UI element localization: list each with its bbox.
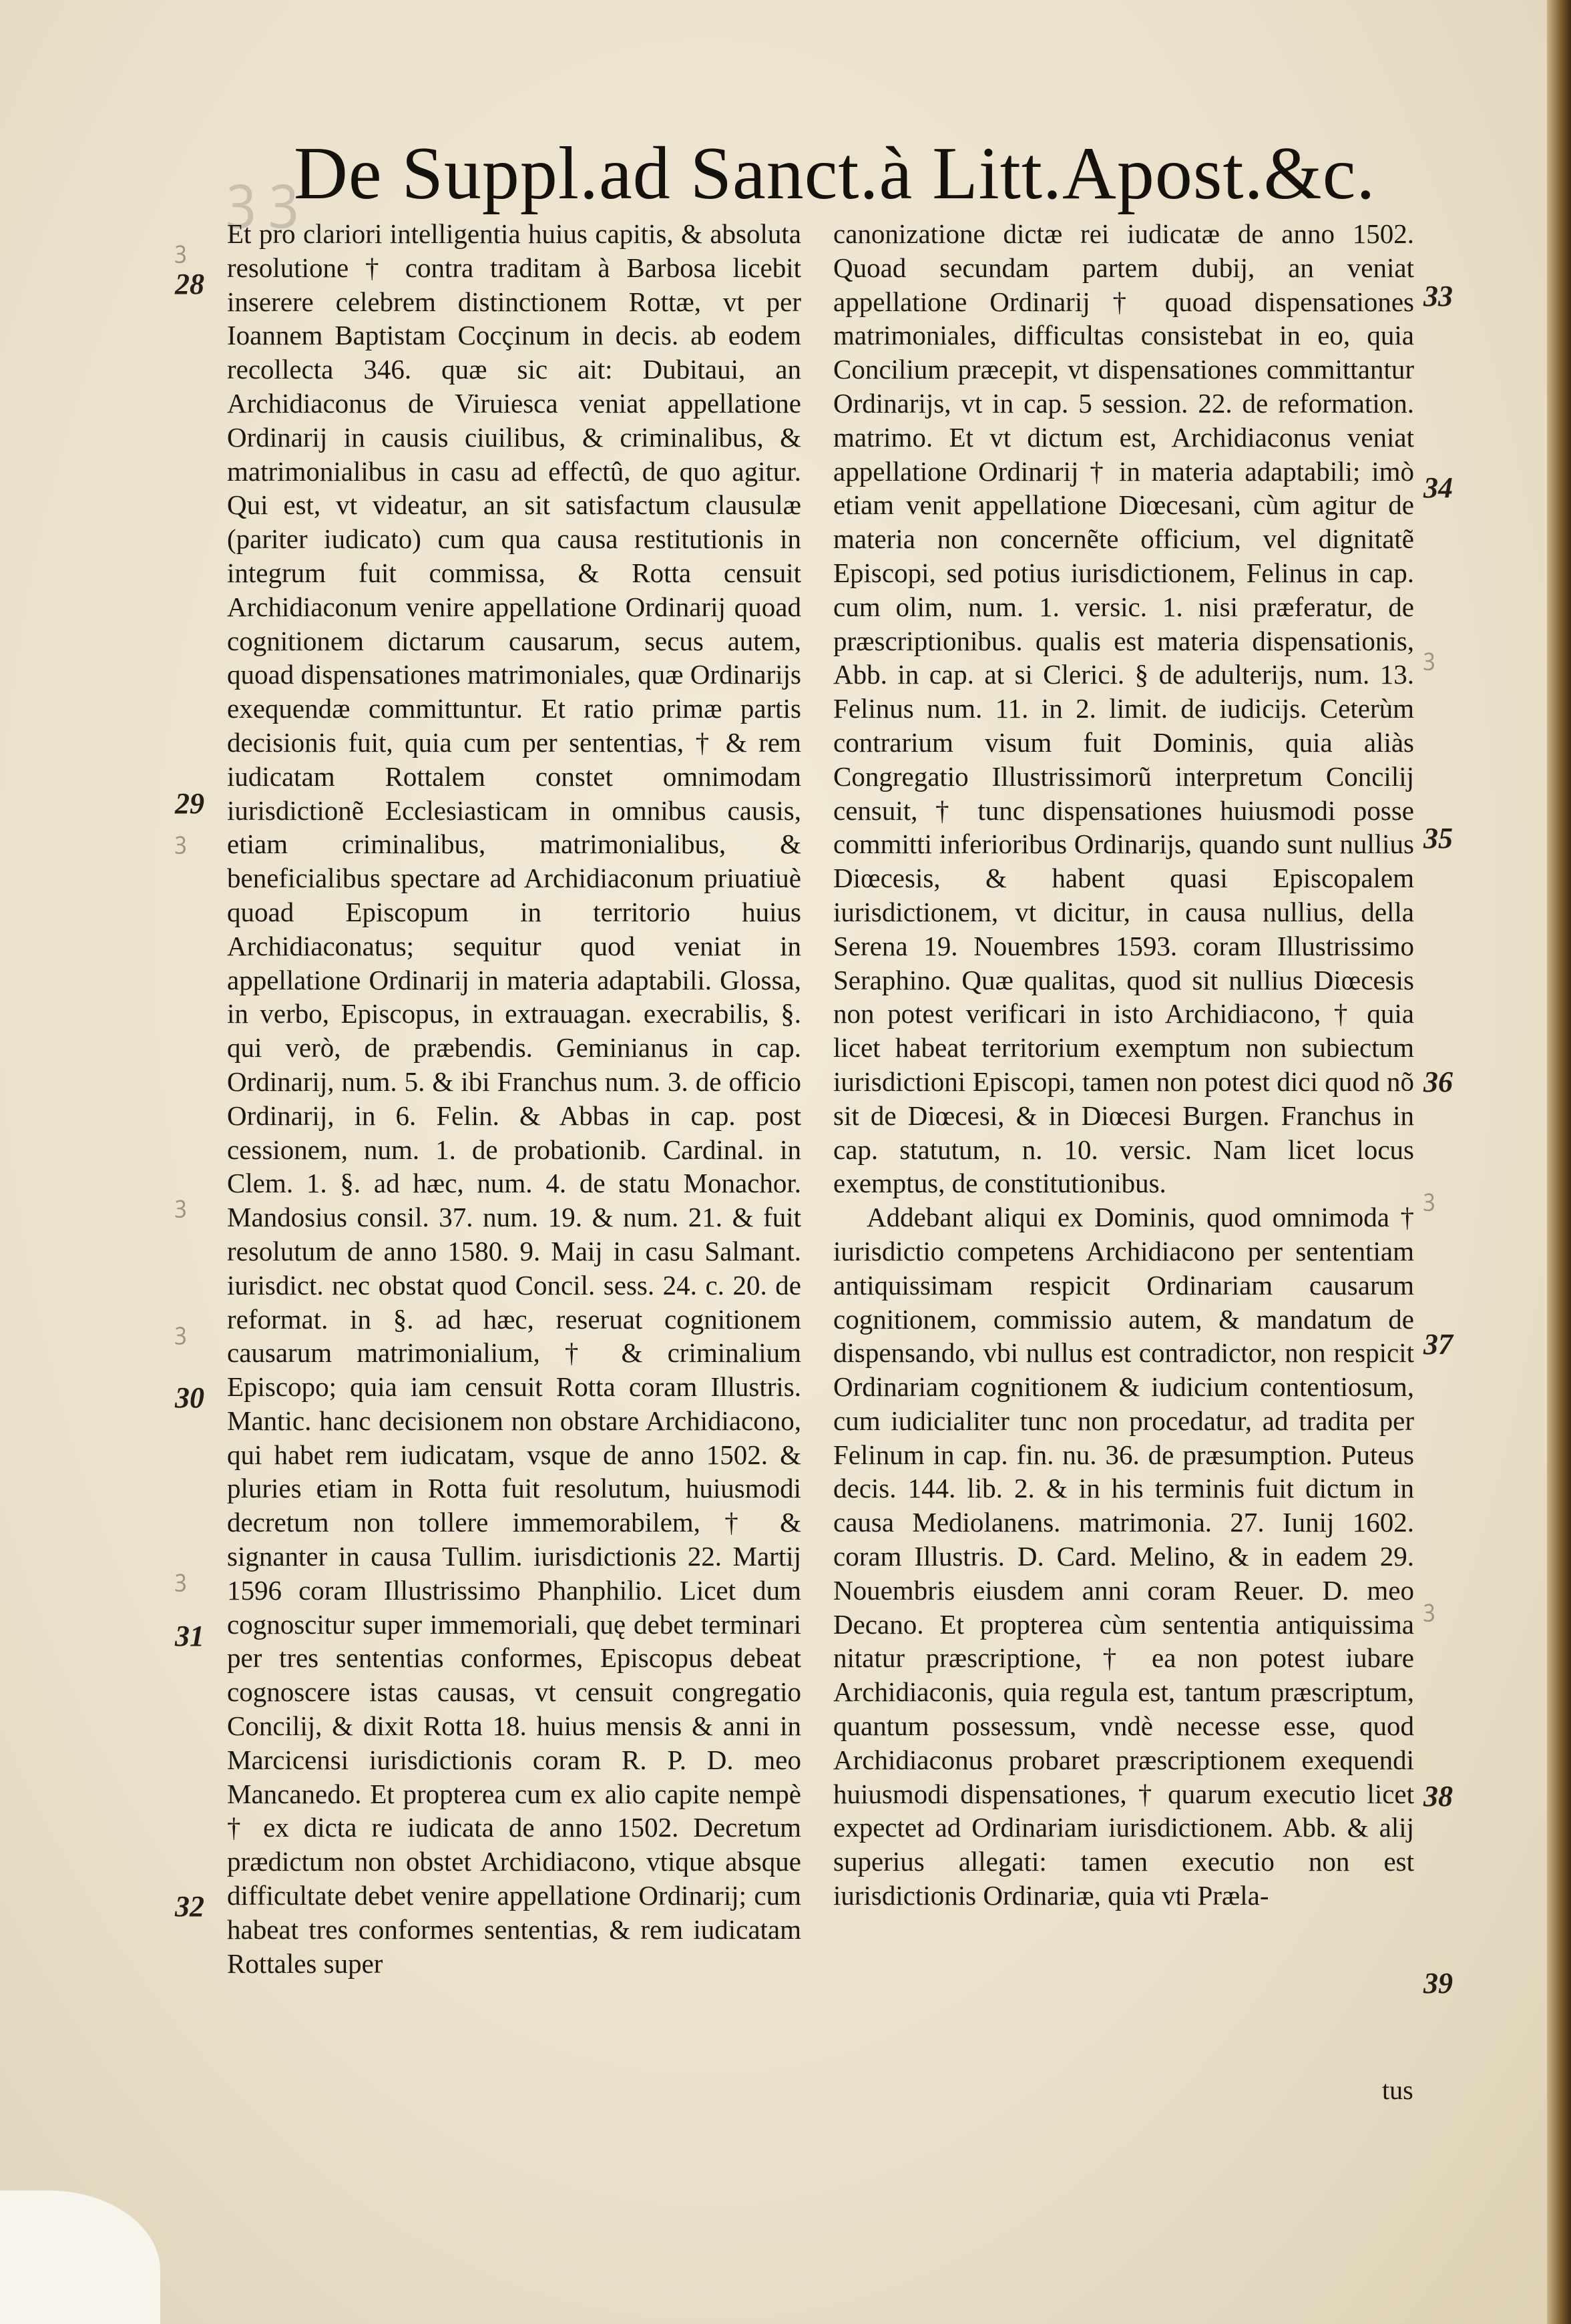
margin-number-36: 36 xyxy=(1423,1066,1453,1098)
margin-mark: ꝫ xyxy=(1423,1186,1435,1211)
margin-number-29: 29 xyxy=(175,787,204,820)
margin-number-33: 33 xyxy=(1423,280,1453,312)
margin-number-37: 37 xyxy=(1423,1328,1453,1361)
margin-mark: ꝫ xyxy=(175,1320,187,1345)
right-paragraph-1: canonizatione dictæ rei iudicatæ de anno 1502. Quoad secundam partem dubij, an veniat appellatione Ordinarij † quoad dispensationes matrimoniales, difficultas consistebat in eo, quia Concilium præcepit, vt dispensationes committantur Ordinarijs, vt in cap. 5 session. 22. de reformation. matrimo. Et vt dictum est, Archidiaconus veniat appellatione Ordinarij † in materia adaptabili; imò etiam venit appellatione Diœcesani, cùm agitur de materia non concernẽte officium, vel dignitatẽ Episcopi, sed potius iurisdictionem, Felinus in cap. cum olim, num. 1. versic. 1. nisi præferatur, de præscriptionibus. qualis est materia dispensationis, Abb. in cap. at si Clerici. § de adulterijs, num. 13. Felinus num. 11. in 2. limit. de iudicijs. Ceterùm contrarium visum fuit Dominis, quia aliàs Congregatio Illustrissimorũ interpretum Concilij censuit, † tunc dispensationes huiusmodi posse committi inferioribus Ordinarijs, quando sunt nullius Diœcesis, & habent quasi Episcopalem iurisdictionem, vt dicitur, in causa nullius, della Serena 19. Nouembres 1593. coram Illustrissimo Seraphino. Quæ qualitas, quod sit nullius Diœcesis non potest verificari in isto Archidiacono, † quia licet habeat territorium exemptum non subiectum iurisdictioni Episcopi, tamen non potest dici quod nõ sit de Diœcesi, & in Diœcesi Burgen. Franchus in cap. statutum, n. 10. versic. Nam licet locus exemptus, de constitutionibus. xyxy=(833,218,1414,1199)
margin-mark: ꝫ xyxy=(175,1193,187,1218)
running-header: De Suppl.ad Sanct.à Litt.Apost.&c. xyxy=(294,132,1376,215)
margin-number-28: 28 xyxy=(175,268,204,300)
margin-mark: ꝫ xyxy=(1423,646,1435,670)
right-column xyxy=(833,217,1414,1913)
margin-mark: ꝫ xyxy=(175,238,187,263)
margin-number-32: 32 xyxy=(175,1890,204,1923)
margin-number-38: 38 xyxy=(1423,1780,1453,1813)
left-column xyxy=(227,217,801,1980)
margin-number-34: 34 xyxy=(1423,471,1453,504)
margin-number-31: 31 xyxy=(175,1620,204,1652)
catchword: tus xyxy=(1382,2075,1413,2105)
torn-corner xyxy=(0,2190,160,2324)
header-ghost-marks: ꝫ ꝫ xyxy=(227,166,298,228)
margin-mark: ꝫ xyxy=(1423,1597,1435,1622)
right-paragraph-2: Addebant aliqui ex Dominis, quod omnimoda † iurisdictio competens Archidiacono per sententiam antiquissimam respicit Ordinariam causarum cognitionem, commissio autem, & mandatum de dispensando, vbi nullus est contradictor, non respicit Ordinariam cognitionem & iudicium contentiosum, cum iudicialiter tunc non procedatur, ad tradita per Felinum in cap. fin. nu. 36. de præsumption. Puteus decis. 144. lib. 2. & in his terminis fuit dictum in causa Mediolanens. matrimonia. 27. Iunij 1602. coram Illustris. D. Card. Melino, & in eadem 29. Nouembris eiusdem anni coram Reuer. D. meo Decano. Et propterea cùm sententia antiquissima nitatur præscriptione, † ea non potest iubare Archidiaconis, quia regula est, tantum præscriptum, quantum possessum, vndè necesse esse, quod Archidiaconus probaret præscriptionem exequendi huiusmodi dispensationes, † quarum executio licet expectet ad Ordinariam iurisdictionem. Abb. & alij superius allegati: tamen executio non est iurisdictionis Ordinariæ, quia vti Præla- xyxy=(833,1202,1414,1911)
margin-number-35: 35 xyxy=(1423,822,1453,855)
margin-number-30: 30 xyxy=(175,1381,204,1414)
margin-mark: ꝫ xyxy=(175,1567,187,1592)
margin-number-39: 39 xyxy=(1423,1967,1453,2000)
left-paragraph-1: Et pro clariori intelligentia huius capitis, & absoluta resolutione † contra traditam à Barbosa licebit inserere celebrem distinctionem Rottæ, vt per Ioannem Baptistam Cocçinum in decis. ab eodem recollecta 346. quæ sic ait: Dubitaui, an Archidiaconus de Viruiesca veniat appellatione Ordinarij in causis ciuilibus, & criminalibus, & matrimonialibus in casu ad effectû, de quo agitur. Qui est, vt videatur, an sit satisfactum clausulæ (pariter iudicato) cum qua causa restitutionis in integrum fuit commissa, & Rotta censuit Archidiaconum venire appellatione Ordinarij quoad cognitionem dictarum causarum, secus autem, quoad dispensationes matrimoniales, quæ Ordinarijs exequendæ committuntur. Et ratio primæ partis decisionis fuit, quia cum per sententias, † & rem iudicatam Rottalem constet omnimodam iurisdictionẽ Ecclesiasticam in omnibus causis, etiam criminalibus, matrimonialibus, & beneficialibus spectare ad Archidiaconum priuatiuè quoad Episcopum in territorio huius Archidiaconatus; sequitur quod veniat in appellatione Ordinarij in materia adaptabili. Glossa, in verbo, Episcopus, in extrauagan. execrabilis, §. qui verò, de præbendis. Geminianus in cap. Ordinarij, num. 5. & ibi Franchus num. 3. de officio Ordinarij, in 6. Felin. & Abbas in cap. post cessionem, num. 1. de probationib. Cardinal. in Clem. 1. §. ad hæc, num. 4. de statu Monachor. Mandosius consil. 37. num. 19. & num. 21. & fuit resolutum de anno 1580. 9. Maij in casu Salmant. iurisdict. nec obstat quod Concil. sess. 24. c. 20. de reformat. in §. ad hæc, reseruat cognitionem causarum matrimonialium, † & criminalium Episcopo; quia iam censuit Rotta coram Illustris. Mantic. hanc decisionem non obstare Archidiacono, qui habet rem iudicatam, vsque de anno 1502. & pluries etiam in Rotta fuit resolutum, huiusmodi decretum non tollere immemorabilem, † & signanter in causa Tullim. iurisdictionis 22. Martij 1596 coram Illustrissimo Phanphilio. Licet dum cognoscitur super immemoriali, quę debet terminari per tres sententias conformes, Episcopus debeat cognoscere istas causas, vt censuit congregatio Concilij, & dixit Rotta 18. huius mensis & anni in Marcicensi iurisdictionis coram R. P. D. meo Mancanedo. Et propterea cum ex alio capite nempè † ex dicta re iudicata de anno 1502. Decretum prædictum non obstet Archidiacono, vtique absque difficultate debet venire appellatione Ordinarij; cum habeat tres conformes sententias, & rem iudicatam Rottales super xyxy=(227,218,801,1979)
margin-mark: ꝫ xyxy=(175,829,187,854)
book-spine-shadow xyxy=(1547,0,1571,2324)
